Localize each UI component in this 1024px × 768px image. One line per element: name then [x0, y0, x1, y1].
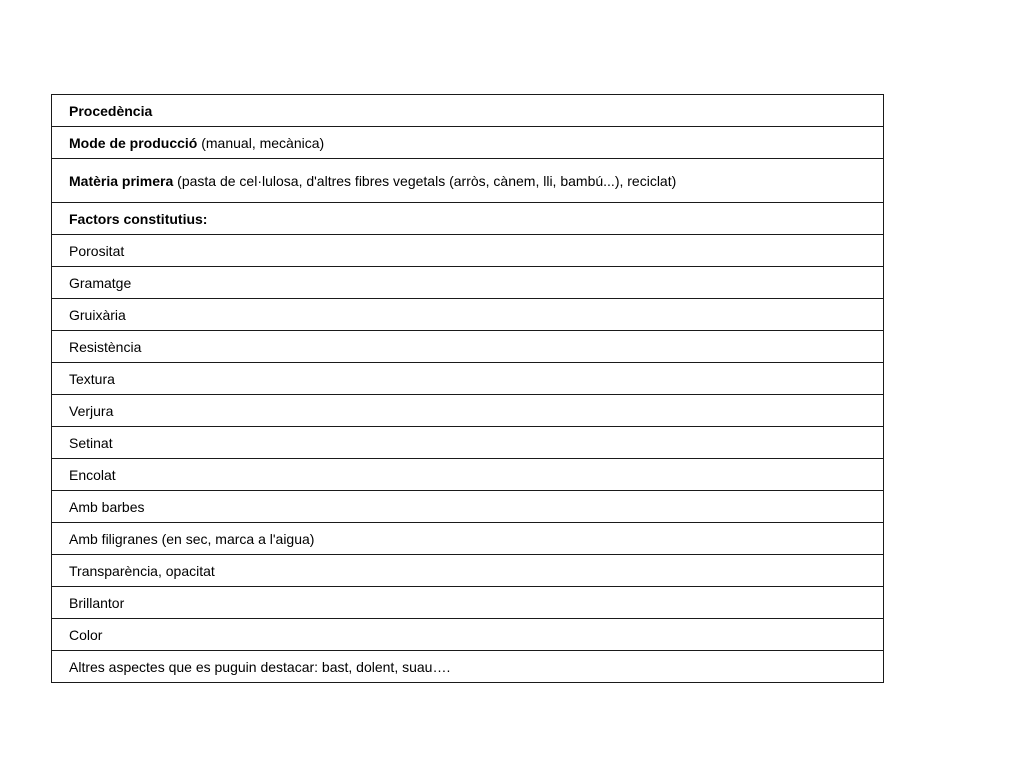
table-row: [52, 235, 884, 267]
row-label: Setinat: [69, 434, 113, 451]
table-cell: [52, 235, 884, 267]
row-label: Amb filigranes (en sec, marca a l'aigua): [69, 530, 315, 547]
table-row: [52, 555, 884, 587]
table-cell: [52, 427, 884, 459]
table-row: [52, 395, 884, 427]
table-row: [52, 427, 884, 459]
row-label: Textura: [69, 370, 115, 387]
paper-characteristics-table: [51, 94, 884, 683]
row-label: Porositat: [69, 242, 125, 259]
table-cell: [52, 587, 884, 619]
table-row: [52, 95, 884, 127]
table-cell: [52, 203, 884, 235]
table-row: [52, 619, 884, 651]
row-label: Encolat: [69, 466, 116, 483]
row-label: Gruixària: [69, 306, 126, 323]
table-cell: [52, 491, 884, 523]
row-label-bold: Factors constitutius:: [69, 210, 208, 227]
table-row: [52, 491, 884, 523]
table-cell: [52, 127, 884, 159]
table-row: [52, 363, 884, 395]
table-row: [52, 651, 884, 683]
row-label: (manual, mecànica): [197, 134, 325, 151]
table-row: [52, 587, 884, 619]
table-row: [52, 159, 884, 203]
table-row: [52, 127, 884, 159]
row-label: Resistència: [69, 338, 142, 355]
table-cell: [52, 395, 884, 427]
table-cell: [52, 267, 884, 299]
table-row: [52, 299, 884, 331]
table-cell: [52, 651, 884, 683]
row-label: Color: [69, 626, 103, 643]
row-label-bold: Procedència: [69, 102, 153, 119]
table-row: [52, 459, 884, 491]
table-cell: [52, 159, 884, 203]
row-label: Amb barbes: [69, 498, 145, 515]
row-label: Verjura: [69, 402, 114, 419]
table-cell: [52, 523, 884, 555]
row-label-bold: Matèria primera: [69, 172, 174, 189]
row-label: Gramatge: [69, 274, 132, 291]
table-row: [52, 331, 884, 363]
table-cell: [52, 363, 884, 395]
table-cell: [52, 619, 884, 651]
row-label-bold: Mode de producció: [69, 134, 198, 151]
table-row: [52, 523, 884, 555]
table-row: [52, 267, 884, 299]
row-label: Altres aspectes que es puguin destacar: bast, dolent, suau….: [69, 658, 451, 675]
table-cell: [52, 555, 884, 587]
table-cell: [52, 95, 884, 127]
row-label: (pasta de cel·lulosa, d'altres fibres vegetals (arròs, cànem, lli, bambú...), reciclat): [173, 172, 677, 189]
row-label: Transparència, opacitat: [69, 562, 215, 579]
table-cell: [52, 459, 884, 491]
table-row: [52, 203, 884, 235]
table-cell: [52, 331, 884, 363]
row-label: Brillantor: [69, 594, 125, 611]
table-cell: [52, 299, 884, 331]
